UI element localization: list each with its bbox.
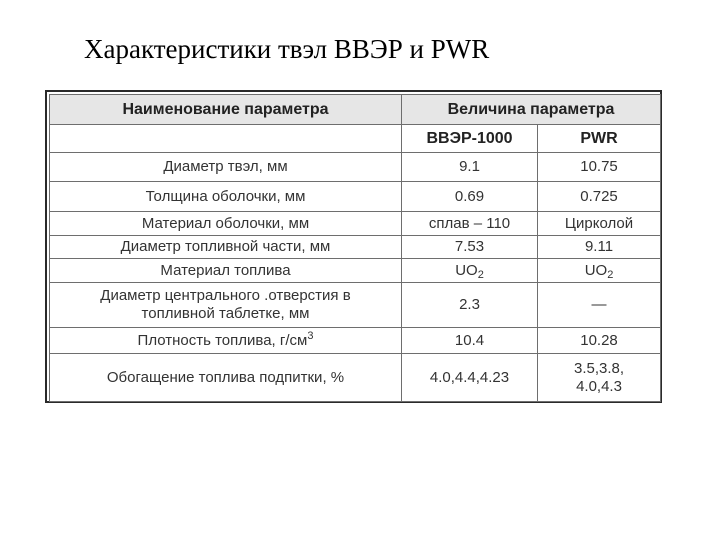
header-param-value: Величина параметра	[402, 95, 661, 125]
table-row	[50, 328, 661, 354]
row-value-pwr	[538, 354, 661, 402]
row-value-pwr: 0.725	[538, 182, 661, 212]
row-value-pwr	[538, 259, 661, 283]
row-value-vver: сплав – 110	[402, 212, 538, 236]
row-value-pwr: —	[538, 283, 661, 328]
table-row	[50, 182, 661, 212]
parameters-table	[49, 94, 661, 402]
uo2-formula: UO	[455, 261, 478, 279]
uo2-subscript: 2	[607, 268, 614, 281]
row-name: Обогащение топлива подпитки, %	[50, 354, 402, 402]
row-name-line: топливной таблетке, мм	[141, 305, 310, 322]
table-row	[50, 283, 661, 328]
row-name	[50, 283, 402, 328]
header-param-name: Наименование параметра	[50, 95, 402, 125]
uo2-formula: UO	[584, 261, 608, 279]
row-name: Материал топлива	[50, 259, 402, 283]
row-value-pwr: 10.28	[538, 328, 661, 354]
uo2-subscript: 2	[477, 268, 484, 281]
row-value-vver: 4.0,4.4,4.23	[402, 354, 538, 402]
density-label: Плотность топлива, г/см	[137, 331, 308, 349]
table-header-row	[50, 95, 661, 125]
subheader-vver: ВВЭР-1000	[402, 125, 538, 153]
density-superscript: 3	[307, 329, 314, 342]
row-name: Диаметр топливной части, мм	[50, 236, 402, 259]
table-row	[50, 212, 661, 236]
row-name	[50, 328, 402, 354]
table-row	[50, 354, 661, 402]
table-row	[50, 236, 661, 259]
subheader-pwr: PWR	[538, 125, 661, 153]
row-value-pwr: 9.11	[538, 236, 661, 259]
row-value-vver: 9.1	[402, 153, 538, 182]
row-value-vver: 7.53	[402, 236, 538, 259]
row-value-vver: 10.4	[402, 328, 538, 354]
row-value-line: 4.0,4.3	[576, 377, 622, 395]
row-name: Диаметр твэл, мм	[50, 153, 402, 182]
row-name-line: Диаметр центрального .отверстия в	[100, 287, 351, 304]
slide-title: Характеристики твэл ВВЭР и PWR	[84, 34, 490, 64]
row-value-vver: 2.3	[402, 283, 538, 328]
row-value-vver	[402, 259, 538, 283]
subheader-empty-cell	[50, 125, 402, 153]
table-subheader-row	[50, 125, 661, 153]
row-name: Материал оболочки, мм	[50, 212, 402, 236]
row-name: Толщина оболочки, мм	[50, 182, 402, 212]
table-row	[50, 153, 661, 182]
row-value-vver: 0.69	[402, 182, 538, 212]
row-value-line: 3.5,3.8,	[573, 359, 625, 377]
row-value-pwr: 10.75	[538, 153, 661, 182]
table-row	[50, 259, 661, 283]
row-value-pwr: Цирколой	[538, 212, 661, 236]
